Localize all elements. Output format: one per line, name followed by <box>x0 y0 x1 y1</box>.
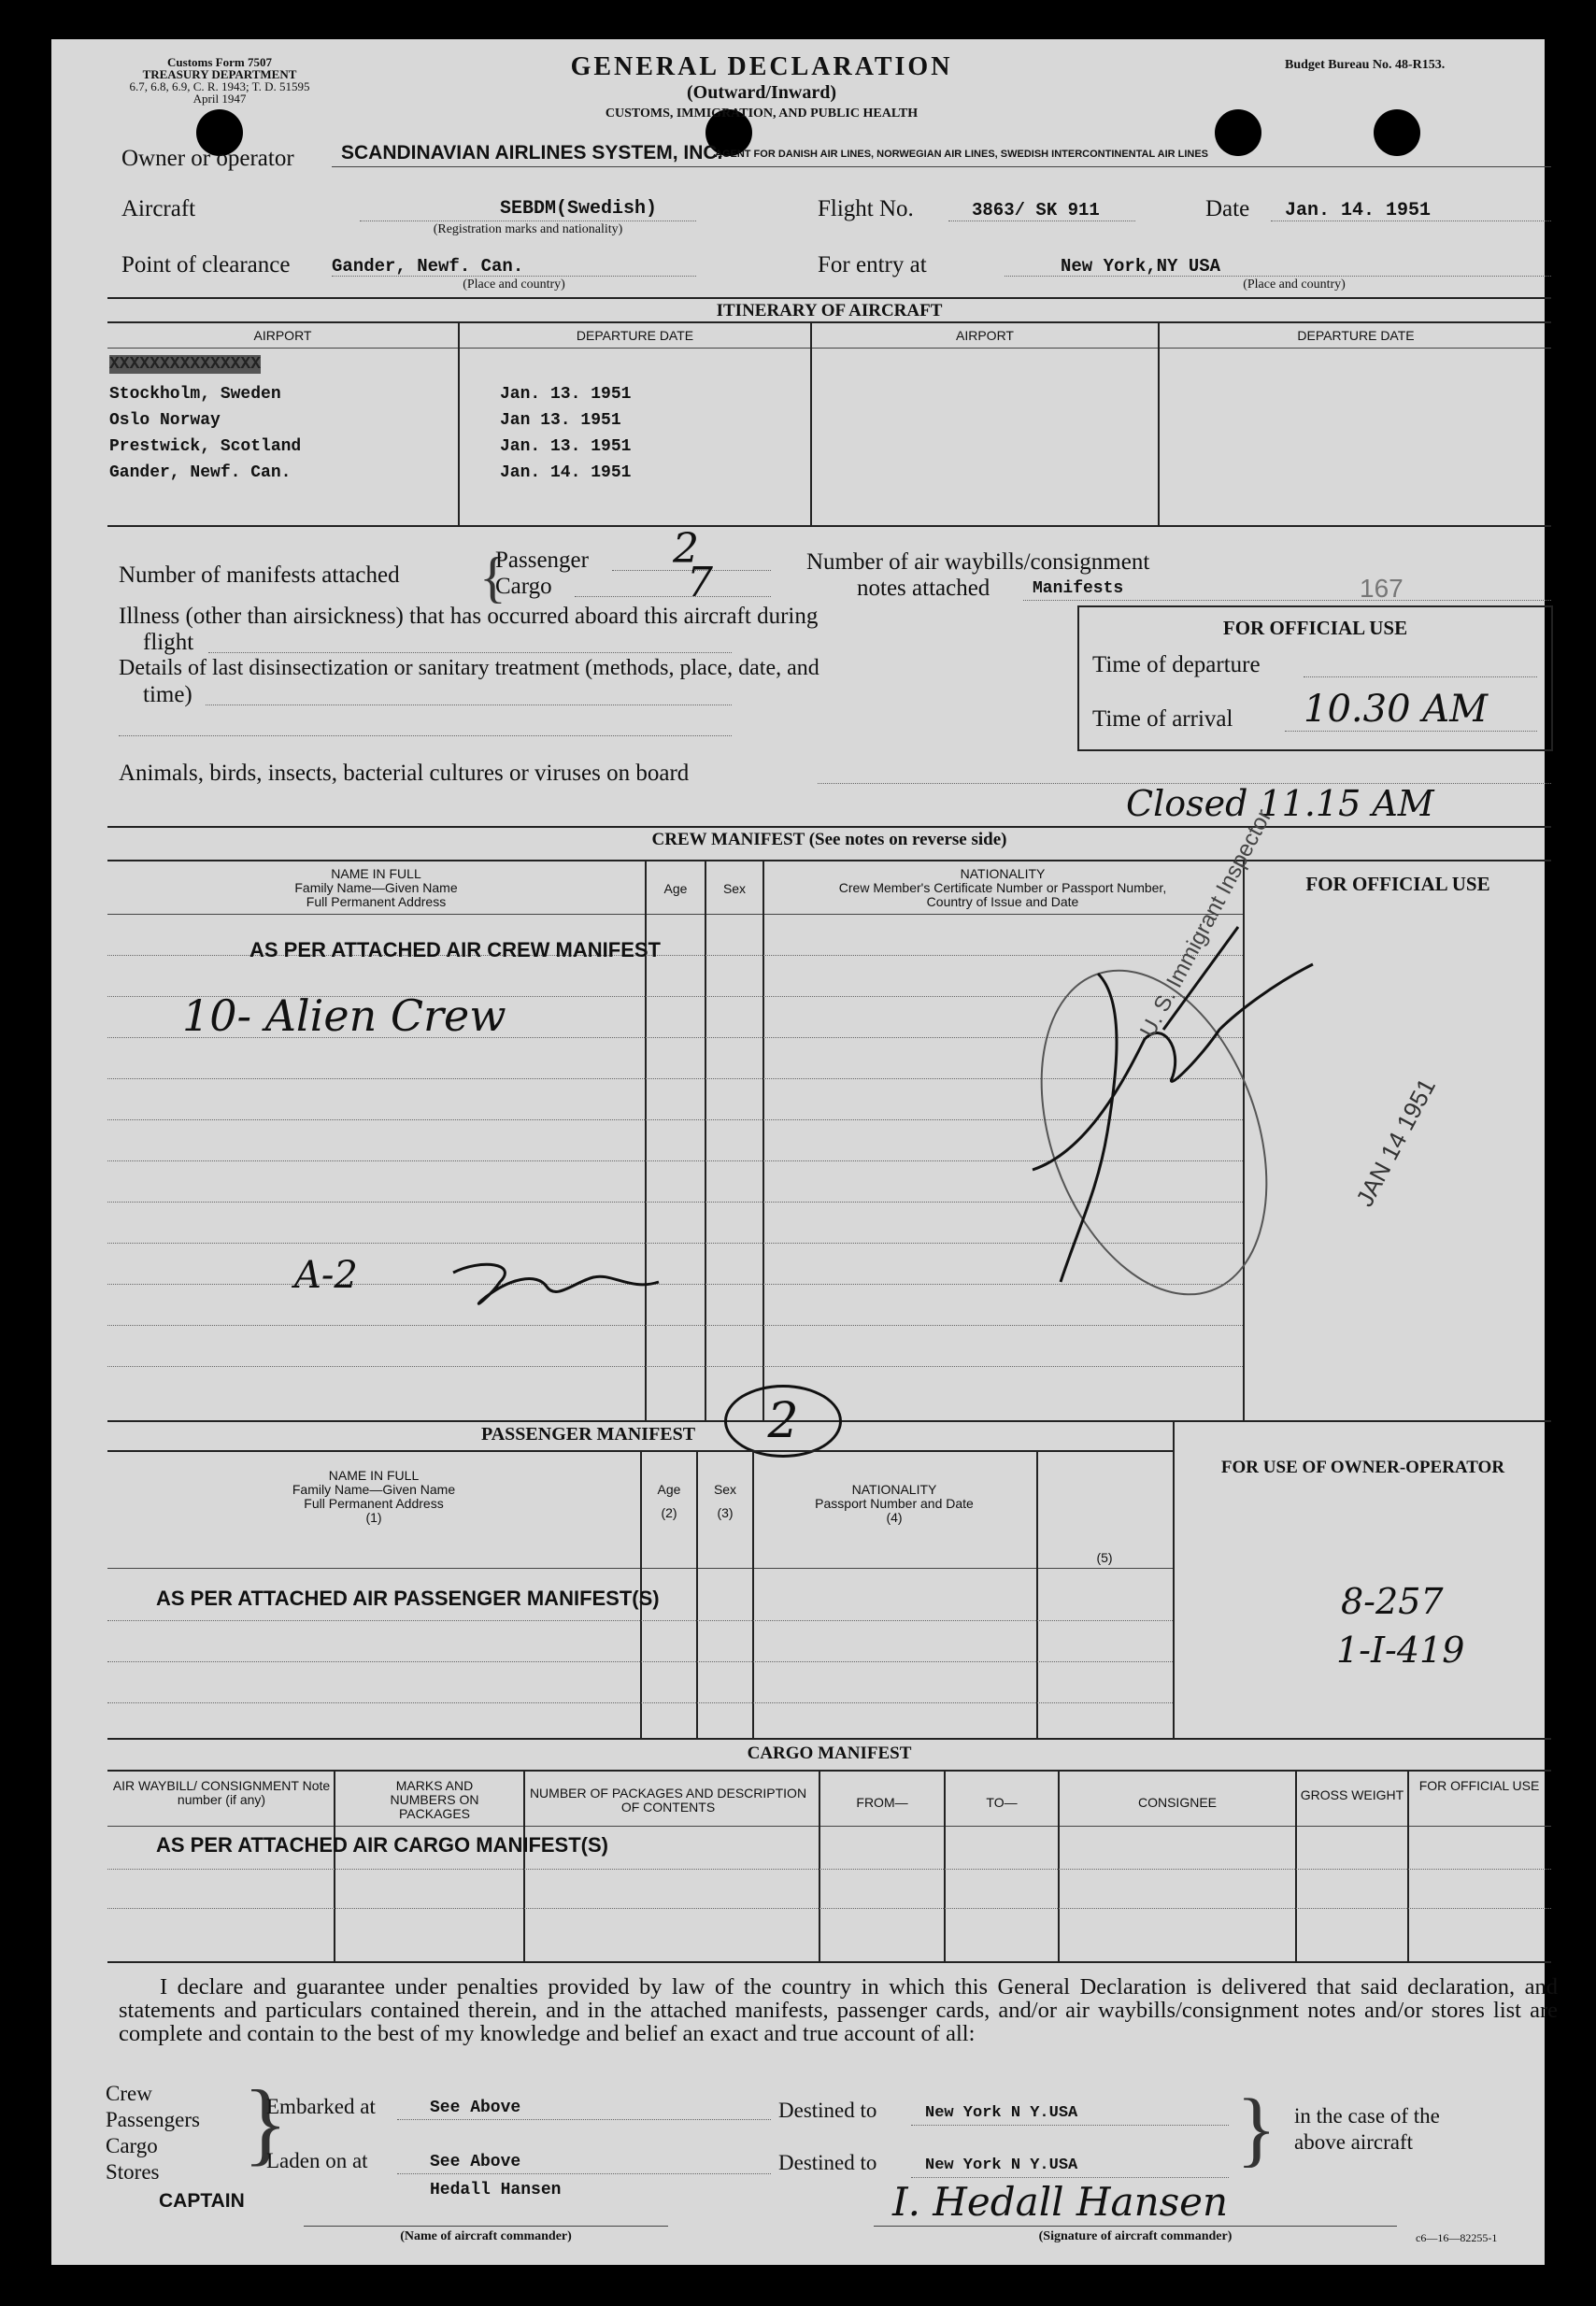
cargo-col-waybill: AIR WAYBILL/ CONSIGNMENT Note number (if any) <box>112 1778 331 1807</box>
cargo-div-5 <box>1058 1770 1060 1961</box>
pax-col-nat-n: (4) <box>886 1510 903 1525</box>
decl-stores: Stores <box>106 2160 160 2184</box>
pax-col-age <box>642 1483 696 1520</box>
cargo-div-2 <box>523 1770 525 1961</box>
embarked-label: Embarked at <box>266 2095 376 2118</box>
pax-col-name-n: (1) <box>365 1510 382 1525</box>
declaration-text: I declare and guarantee under penalties provided by law of the country in which this General Declaration is delivered that said declaration, and statements and particulars contained therein, and in the attached manifests, passenger cards, and/or air waybills/consignment notes and/or stores list are complete and contain to the best of my knowledge and belief an exact and true account of all: <box>119 1974 1558 2046</box>
passenger-title: PASSENGER MANIFEST <box>481 1424 696 1445</box>
itin-col-airport-1: AIRPORT <box>253 328 312 343</box>
itin-airport-2: Oslo Norway <box>109 411 221 430</box>
illness-label-1: Illness (other than airsickness) that has occurred aboard this aircraft during <box>119 604 819 629</box>
pax-col-nationality <box>754 1483 1034 1525</box>
pax-col-nat-2: Passport Number and Date <box>815 1496 974 1511</box>
crew-col-nat-2: Crew Member's Certificate Number or Passport Number, <box>838 880 1167 895</box>
itin-date-1: Jan. 13. 1951 <box>500 385 632 404</box>
pax-per-attached: AS PER ATTACHED AIR PASSENGER MANIFEST(S) <box>156 1587 660 1610</box>
crew-handwritten-note: 10- Alien Crew <box>182 990 506 1041</box>
pax-row-rule <box>107 1620 1173 1621</box>
crew-top-rule <box>107 826 1551 828</box>
cargo-col-to: TO— <box>986 1795 1018 1810</box>
crew-col-nat-1: NATIONALITY <box>960 866 1046 881</box>
arrival-time-underline <box>1285 731 1537 732</box>
stamp-line-1: U. S. Immigrant Inspector <box>1135 804 1277 1042</box>
pax-div-2 <box>696 1450 698 1738</box>
itinerary-head-rule <box>107 321 1551 323</box>
clearance-label: Point of clearance <box>121 252 291 278</box>
manifests-brace: { <box>479 547 506 608</box>
cargo-div-3 <box>819 1770 820 1961</box>
cargo-bottom-rule <box>107 1961 1551 1963</box>
footer-code: c6—16—82255-1 <box>1416 2231 1498 2244</box>
crew-col-nat-3: Country of Issue and Date <box>926 894 1079 909</box>
entry-label: For entry at <box>818 252 927 278</box>
date-value: Jan. 14. 1951 <box>1285 200 1432 221</box>
owner-note-1: 8-257 <box>1341 1581 1444 1622</box>
crew-col-name-1: NAME IN FULL <box>331 866 421 881</box>
cargo-count-label: Cargo <box>495 574 552 599</box>
itin-div-3 <box>1158 321 1160 525</box>
inspector-signature <box>995 890 1518 1310</box>
form-subtitle-2: CUSTOMS, IMMIGRATION, AND PUBLIC HEALTH <box>605 107 919 121</box>
cargo-row-rule <box>107 1869 1551 1870</box>
captain-label: CAPTAIN <box>159 2190 245 2212</box>
itin-date-3: Jan. 13. 1951 <box>500 437 632 456</box>
passenger-count-label: Passenger <box>495 548 589 573</box>
crew-col-name <box>107 867 645 909</box>
stamp-line-2: JAN 14 1951 <box>1350 1074 1442 1212</box>
crew-div-3 <box>762 860 764 1420</box>
pax-row-rule <box>107 1702 1173 1703</box>
cargo-col-packages: NUMBER OF PACKAGES AND DESCRIPTION OF CONTENTS <box>529 1786 807 1815</box>
pax-col-name-3: Full Permanent Address <box>304 1496 444 1511</box>
pax-col-age-n: (2) <box>661 1505 677 1520</box>
destined-value-2: New York N Y.USA <box>925 2157 1078 2174</box>
department: TREASURY DEPARTMENT <box>142 67 297 81</box>
waybills-label-2: notes attached <box>857 576 990 601</box>
itin-date-2: Jan 13. 1951 <box>500 411 621 430</box>
crew-title: CREW MANIFEST (See notes on reverse side) <box>651 830 1007 849</box>
illness-label-2: flight <box>143 630 194 655</box>
crew-row-rule <box>107 1366 1243 1367</box>
pax-col-name-1: NAME IN FULL <box>328 1468 420 1483</box>
punch-hole-4 <box>1374 109 1420 156</box>
itin-col-departure-1: DEPARTURE DATE <box>576 328 694 343</box>
captain-underline <box>304 2226 668 2227</box>
decl-passengers: Passengers <box>106 2108 200 2131</box>
crew-head-rule <box>107 860 1551 861</box>
punch-hole-3 <box>1215 109 1261 156</box>
pax-col-sex-n: (3) <box>717 1505 734 1520</box>
crew-handwritten-note-2: A-2 <box>294 1254 358 1297</box>
waybills-value: Manifests <box>1033 579 1124 598</box>
laden-value: See Above <box>430 2153 521 2171</box>
captain-signature: I. Hedall Hansen <box>892 2179 1229 2225</box>
crew-initials-scribble <box>444 1254 687 1319</box>
form-number: Customs Form 7507 <box>167 55 272 69</box>
departure-time-underline <box>1304 676 1537 677</box>
aircraft-value: SEBDM(Swedish) <box>500 198 658 220</box>
destined-label-1: Destined to <box>778 2099 877 2122</box>
clearance-value: Gander, Newf. Can. <box>332 256 524 277</box>
clearance-caption: (Place and country) <box>463 278 565 292</box>
regulation-ref: 6.7, 6.8, 6.9, C. R. 1943; T. D. 51595 <box>129 79 310 93</box>
cargo-col-official: FOR OFFICIAL USE <box>1418 1778 1540 1793</box>
captain-caption: (Name of aircraft commander) <box>400 2229 572 2243</box>
signature-caption: (Signature of aircraft commander) <box>1038 2229 1233 2243</box>
embarked-value: See Above <box>430 2099 521 2117</box>
owner-operator-use: FOR USE OF OWNER-OPERATOR <box>1220 1458 1505 1477</box>
date-label: Date <box>1205 196 1250 221</box>
decl-right-brace: } <box>1236 2083 1277 2175</box>
crew-per-attached: AS PER ATTACHED AIR CREW MANIFEST <box>249 938 661 961</box>
destined-underline-1 <box>911 2125 1229 2126</box>
captain-name: Hedall Hansen <box>430 2181 562 2199</box>
decl-cargo: Cargo <box>106 2134 158 2157</box>
cargo-col-consignee: CONSIGNEE <box>1137 1795 1217 1810</box>
itin-div-2 <box>810 321 812 525</box>
form-date: April 1947 <box>192 92 247 106</box>
aircraft-label: Aircraft <box>121 196 196 221</box>
destined-value-1: New York N Y.USA <box>925 2104 1078 2122</box>
departure-time-label: Time of departure <box>1092 652 1261 677</box>
entry-caption: (Place and country) <box>1243 278 1346 292</box>
destined-underline-2 <box>911 2177 1229 2178</box>
crew-div-2 <box>705 860 706 1420</box>
itin-div-1 <box>458 321 460 525</box>
itin-col-departure-2: DEPARTURE DATE <box>1297 328 1415 343</box>
itinerary-subhead-rule <box>107 348 1551 349</box>
form-id-block <box>117 56 322 105</box>
embarked-underline <box>397 2119 771 2120</box>
crew-col-name-2: Family Name—Given Name <box>294 880 458 895</box>
cargo-head-rule <box>107 1770 1551 1772</box>
itin-struck-row: XXXXXXXXXXXXXXX <box>109 355 262 374</box>
owner-agent-text: AGENT FOR DANISH AIR LINES, NORWEGIAN AIR LINES, SWEDISH INTERCONTINENTAL AIR LINES <box>715 149 1209 160</box>
pax-col-nat-1: NATIONALITY <box>851 1482 937 1497</box>
waybills-label-1: Number of air waybills/consignment <box>806 549 1150 575</box>
cargo-title: CARGO MANIFEST <box>747 1744 912 1763</box>
decl-crew: Crew <box>106 2082 152 2105</box>
in-case-1: in the case of the <box>1294 2104 1440 2128</box>
waybills-underline <box>1023 600 1551 601</box>
itin-date-4: Jan. 14. 1951 <box>500 463 632 482</box>
pax-col-sex <box>698 1483 752 1520</box>
owner-value: SCANDINAVIAN AIRLINES SYSTEM, INC. <box>341 142 723 164</box>
pax-div-3 <box>752 1450 754 1738</box>
pax-row-rule <box>107 1661 1173 1662</box>
passenger-circled-number <box>724 1385 842 1458</box>
cargo-row-rule <box>107 1908 1551 1909</box>
itinerary-top-rule <box>107 297 1551 299</box>
aircraft-caption: (Registration marks and nationality) <box>433 222 623 236</box>
entry-underline <box>1005 276 1551 277</box>
laden-label: Laden on at <box>266 2149 368 2172</box>
owner-label: Owner or operator <box>121 146 294 171</box>
flight-label: Flight No. <box>818 196 914 221</box>
budget-number: Budget Bureau No. 48-R153. <box>1285 58 1446 72</box>
cargo-col-weight: GROSS WEIGHT <box>1300 1787 1404 1802</box>
itin-col-airport-2: AIRPORT <box>956 328 1014 343</box>
cargo-div-4 <box>944 1770 946 1961</box>
circled-value: 2 <box>767 1393 799 1449</box>
pax-col-name-2: Family Name—Given Name <box>292 1482 456 1497</box>
entry-value: New York,NY USA <box>1061 256 1221 277</box>
flight-value: 3863/ SK 911 <box>972 200 1100 221</box>
laden-underline <box>397 2173 771 2174</box>
animals-label: Animals, birds, insects, bacterial cultures or viruses on board <box>119 761 690 786</box>
cargo-div-1 <box>334 1770 335 1961</box>
arrival-time-label: Time of arrival <box>1092 706 1233 732</box>
clearance-underline <box>332 276 696 277</box>
waybills-count: 167 <box>1360 574 1404 603</box>
crew-col-name-3: Full Permanent Address <box>306 894 447 909</box>
destined-label-2: Destined to <box>778 2151 877 2174</box>
owner-underline <box>332 166 1551 167</box>
pax-col-name <box>107 1469 640 1525</box>
cargo-subhead-rule <box>107 1826 1551 1827</box>
form-subtitle: (Outward/Inward) <box>686 82 836 103</box>
itin-airport-1: Stockholm, Sweden <box>109 385 281 404</box>
decl-left-brace: } <box>243 2071 288 2174</box>
signature-underline <box>874 2226 1397 2227</box>
cargo-col-marks: MARKS AND NUMBERS ON PACKAGES <box>390 1778 479 1821</box>
pax-div-4 <box>1036 1450 1038 1738</box>
pax-col-sex-label: Sex <box>713 1482 737 1497</box>
crew-col-age: Age <box>663 881 688 896</box>
cargo-per-attached: AS PER ATTACHED AIR CARGO MANIFEST(S) <box>156 1833 608 1857</box>
document-page <box>51 39 1558 2265</box>
disinfect-label-1: Details of last disinsectization or sanitary treatment (methods, place, date, and <box>119 656 819 680</box>
cargo-top-rule <box>107 1738 1551 1740</box>
pax-col-age-label: Age <box>657 1482 681 1497</box>
passenger-count-value: 2 <box>673 525 699 573</box>
crew-official-use: FOR OFFICIAL USE <box>1305 873 1490 895</box>
itin-airport-4: Gander, Newf. Can. <box>109 463 292 482</box>
pax-col-5: (5) <box>1096 1550 1113 1565</box>
crew-col-sex: Sex <box>722 881 747 896</box>
manifests-label: Number of manifests attached <box>119 562 400 588</box>
cargo-div-6 <box>1295 1770 1297 1961</box>
itinerary-title: ITINERARY OF AIRCRAFT <box>716 301 943 320</box>
cargo-col-from: FROM— <box>856 1795 908 1810</box>
cargo-div-7 <box>1407 1770 1409 1961</box>
cargo-count-underline <box>575 596 771 597</box>
owner-note-2: 1-I-419 <box>1336 1630 1465 1671</box>
disinfect-underline-2 <box>119 735 732 736</box>
cargo-count-value: 7 <box>687 559 713 606</box>
arrival-time-value: 10.30 AM <box>1304 688 1489 731</box>
in-case-2: above aircraft <box>1294 2130 1414 2154</box>
form-title: GENERAL DECLARATION <box>570 52 953 81</box>
itinerary-bottom-rule <box>107 525 1551 527</box>
official-use-title: FOR OFFICIAL USE <box>1222 617 1408 639</box>
closed-note: Closed 11.15 AM <box>1126 783 1434 824</box>
crew-row-rule <box>107 1325 1243 1326</box>
itin-airport-3: Prestwick, Scotland <box>109 437 302 456</box>
illness-underline <box>208 652 732 653</box>
disinfect-label-2: time) <box>143 682 192 707</box>
